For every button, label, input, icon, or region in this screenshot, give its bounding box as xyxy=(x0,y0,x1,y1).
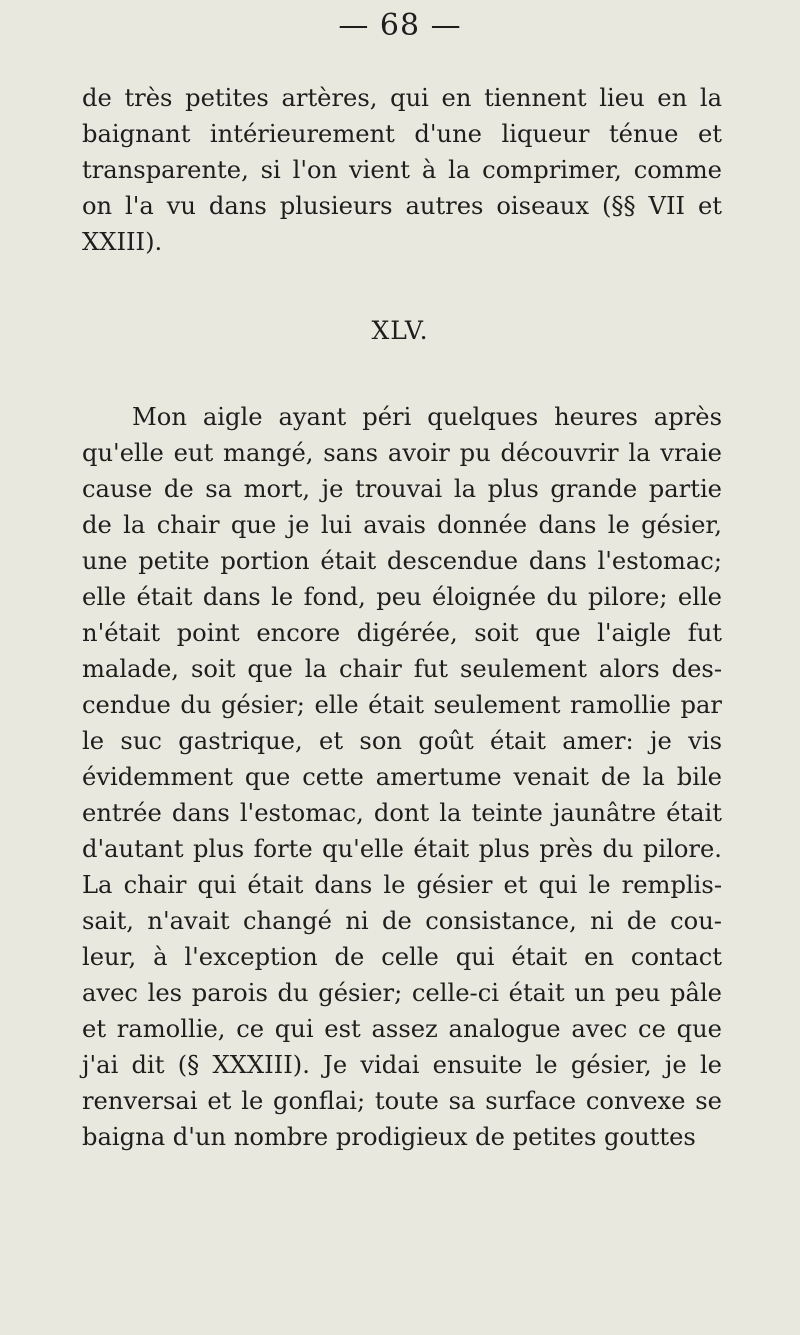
text-line: le suc gastrique, et son goût était amer: je vis xyxy=(82,727,722,755)
text-line: renversai et le gonflai; toute sa surface convexe se xyxy=(82,1087,722,1115)
text-line: malade, soit que la chair fut seulement alors des- xyxy=(82,655,722,683)
text-line: de la chair que je lui avais donnée dans le gésier, xyxy=(82,511,722,539)
paragraph-section-xlv xyxy=(82,399,722,1155)
text-line: cendue du gésier; elle était seulement ramollie par xyxy=(82,691,722,719)
page-number: — 68 — xyxy=(338,8,462,43)
text-line: baigna d'un nombre prodigieux de petites gouttes xyxy=(82,1123,696,1151)
text-line: n'était point encore digérée, soit que l'aigle fut xyxy=(82,619,722,647)
text-line: La chair qui était dans le gésier et qui le remplis- xyxy=(82,871,722,899)
text-line: entrée dans l'estomac, dont la teinte jaunâtre était xyxy=(82,799,722,827)
text-line: Mon aigle ayant péri quelques heures après xyxy=(132,403,722,431)
text-line: et ramollie, ce qui est assez analogue avec ce que xyxy=(82,1015,722,1043)
text-line: on l'a vu dans plusieurs autres oiseaux (§§ VII et xyxy=(82,192,722,220)
text-line: avec les parois du gésier; celle-ci était un peu pâle xyxy=(82,979,722,1007)
text-line: sait, n'avait changé ni de consistance, ni de cou- xyxy=(82,907,722,935)
text-line: d'autant plus forte qu'elle était plus près du pilore. xyxy=(82,835,722,863)
text-line: elle était dans le fond, peu éloignée du pilore; elle xyxy=(82,583,722,611)
text-line: XXIII). xyxy=(82,228,163,256)
text-line: qu'elle eut mangé, sans avoir pu découvrir la vraie xyxy=(82,439,722,467)
text-line: j'ai dit (§ XXXIII). Je vidai ensuite le gésier, je le xyxy=(82,1051,722,1079)
text-line: de très petites artères, qui en tiennent lieu en la xyxy=(82,84,722,112)
text-line: baignant intérieurement d'une liqueur ténue et xyxy=(82,120,722,148)
text-line: transparente, si l'on vient à la comprimer, comme xyxy=(82,156,722,184)
paragraph-continued xyxy=(82,80,722,260)
text-line: une petite portion était descendue dans l'estomac; xyxy=(82,547,722,575)
text-line: évidemment que cette amertume venait de la bile xyxy=(82,763,722,791)
text-line: cause de sa mort, je trouvai la plus grande partie xyxy=(82,475,722,503)
text-line: leur, à l'exception de celle qui était en contact xyxy=(82,943,722,971)
section-heading: XLV. xyxy=(371,316,429,345)
